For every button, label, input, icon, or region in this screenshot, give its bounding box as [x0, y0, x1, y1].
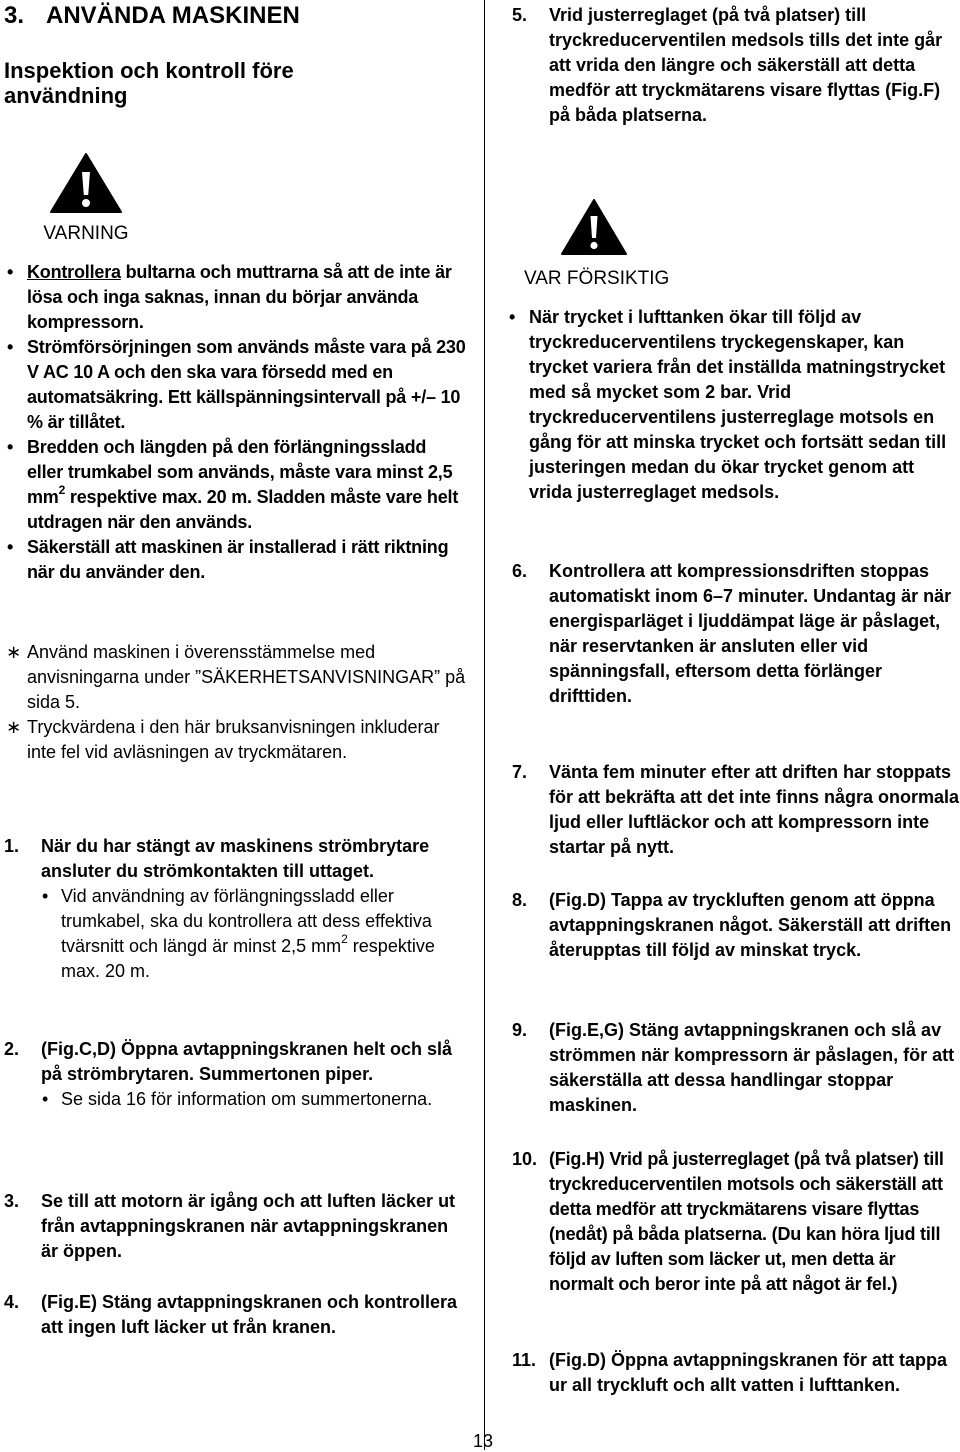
step-2 [4, 1037, 466, 1112]
section-heading [4, 0, 300, 32]
step-text: (Fig.D) Öppna avtappningskranen för att tappa ur all tryckluft och allt vatten i lufttanken. [549, 1350, 948, 1395]
step-11 [512, 1348, 960, 1398]
step-7 [512, 760, 960, 860]
step-text: (Fig.H) Vrid på justerreglaget (på två platser) till tryckreducerventilen motsols och säkerställ att detta medför att tryckmätarens visare flyttas (nedåt) på båda platserna. (Du kan höra ljud till följd av luften som läcker ut, men detta är normalt och beror inte på att något är fel.) [549, 1149, 944, 1294]
step-10 [512, 1147, 960, 1297]
warning-item: • Kontrollera bultarna och muttrarna så att de inte är lösa och inga saknas, innan du börjar använda kompressorn. [4, 260, 466, 335]
step-text: Kontrollera att kompressionsdriften stoppas automatiskt inom 6–7 minuter. Undantag är när energisparläget i ljuddämpat läge är påslaget, när reservtanken är ansluten eller vid spänningsfall, eftersom detta förlänger drifttiden. [549, 561, 952, 706]
step-text: Vrid justerreglaget (på två platser) till tryckreducerventilen medsols tills det inte går att vrida den längre och säkerställ att detta medför att tryckmätarens visare flyttas (Fig.F) på båda platserna. [549, 5, 943, 125]
step-number: 1. [4, 836, 20, 856]
step-text: (Fig.E) Stäng avtappningskranen och kontrollera att ingen luft läcker ut från kranen. [41, 1292, 458, 1337]
step-text: Vänta fem minuter efter att driften har stoppats för att bekräfta att det inte finns några onormala ljud eller luftläckor och att kompressorn inte startar på nytt. [549, 762, 960, 857]
note-item: ∗ Tryckvärdena i den här bruksanvisningen inkluderar inte fel vid avläsningen av tryckmätaren. [4, 715, 466, 765]
step-number: 7. [512, 762, 528, 782]
caution-block [524, 198, 670, 290]
step-number: 2. [4, 1039, 20, 1059]
step-number: 4. [4, 1292, 20, 1312]
step-number: 10. [512, 1149, 538, 1169]
step-subitem: • Vid användning av förlängningssladd eller trumkabel, ska du kontrollera att dess effektiva tvärsnitt och längd är minst 2,5 $mm^2$ respektive max. 20 m. [41, 884, 466, 984]
column-divider [484, 0, 485, 1450]
step-9 [512, 1018, 960, 1118]
warning-triangle-icon [49, 152, 123, 214]
section-title: ANVÄNDA MASKINEN [46, 2, 300, 29]
step-5 [512, 3, 960, 128]
page-number: 13 [472, 1431, 494, 1451]
step-4 [4, 1290, 466, 1340]
step-3 [4, 1189, 466, 1264]
step-8 [512, 888, 960, 963]
warning-item: • Bredden och längden på den förlängningssladd eller trumkabel som används, måste vara minst 2,5 $mm^2$ respektive max. 20 m. Sladden måste vare helt utdragen när den används. [4, 435, 466, 535]
caution-list [506, 305, 960, 505]
warning-label: VARNING [43, 223, 129, 244]
warning-block [38, 152, 134, 245]
step-number: 5. [512, 5, 528, 25]
step-number: 11. [512, 1350, 537, 1370]
step-number: 8. [512, 890, 528, 910]
subsection-heading: Inspektion och kontroll före användning [4, 58, 294, 108]
step-text: När du har stängt av maskinens strömbrytare ansluter du strömkontakten till uttaget. [41, 836, 430, 881]
step-text: (Fig.D) Tappa av tryckluften genom att öppna avtappningskranen något. Säkerställ att driften återupptas till följd av minskat tryck. [549, 890, 952, 960]
step-number: 9. [512, 1020, 528, 1040]
caution-item: • När trycket i lufttanken ökar till följd av tryckreducerventilens tryckegenskaper, kan trycket variera från det inställda matningstrycket med så mycket som 2 bar. Vrid tryckreducerventilens justerreglage motsols en gång för att minska trycket och fortsätt sedan till justeringen medan du ökar trycket genom att vrida justerreglaget medsols. [506, 305, 960, 505]
section-number: 3. [4, 2, 25, 29]
step-text: (Fig.E,G) Stäng avtappningskranen och slå av strömmen när kompressorn är påslagen, för att säkerställa att dessa handlingar stoppar maskinen. [549, 1020, 955, 1115]
warning-list [4, 260, 466, 585]
step-number: 6. [512, 561, 528, 581]
notes-list [4, 640, 466, 765]
caution-label: VAR FÖRSIKTIG [524, 268, 670, 289]
step-1 [4, 834, 466, 984]
warning-item: • Säkerställ att maskinen är installerad i rätt riktning när du använder den. [4, 535, 466, 585]
step-number: 3. [4, 1191, 20, 1211]
warning-item: • Strömförsörjningen som används måste vara på 230 V AC 10 A och den ska vara försedd med en automatsäkring. Ett källspänningsintervall på +/– 10 % är tillåtet. [4, 335, 466, 435]
step-text: (Fig.C,D) Öppna avtappningskranen helt och slå på strömbrytaren. Summertonen piper. [41, 1039, 453, 1084]
step-6 [512, 559, 960, 709]
step-text: Se till att motorn är igång och att luften läcker ut från avtappningskranen när avtappningskranen är öppen. [41, 1191, 456, 1261]
note-item: ∗ Använd maskinen i överensstämmelse med anvisningarna under ”SÄKERHETSANVISNINGAR” på sida 5. [4, 640, 466, 715]
caution-triangle-icon [560, 198, 628, 256]
step-subitem: • Se sida 16 för information om summertonerna. [41, 1087, 466, 1112]
